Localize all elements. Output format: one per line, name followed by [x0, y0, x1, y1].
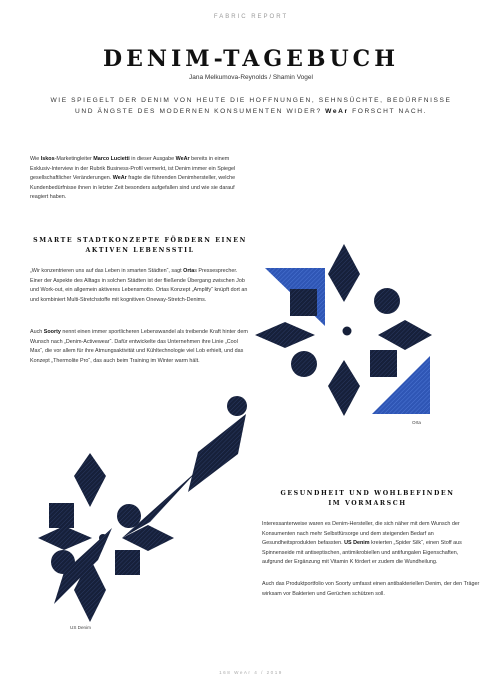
- body-text: Auch das Produktportfolio von Soorty umfasst einen antibakteriellen Denim, der den Träger wirksam vor Bakterien und Gerüchen schützen soll.: [262, 581, 480, 597]
- swatch-long-diamond-right: [122, 470, 198, 538]
- swatch-square: [115, 550, 140, 575]
- authors-byline: Jana Melkumova-Reynolds / Shamin Vogel: [189, 74, 313, 81]
- brand-wear: WeAr: [175, 156, 190, 162]
- swatch-square: [370, 350, 397, 377]
- page-footer: 168 WeAr 4 / 2019: [219, 670, 283, 675]
- heading-line: SMARTE STADTKONZEPTE FÖRDERN EINEN: [33, 237, 247, 244]
- swatch-circle: [291, 351, 317, 377]
- image-caption-us-denim: US Denim: [70, 625, 91, 630]
- body-text: nennt einen immer sportlicheren Lebenswandel als treibende Kraft hinter dem Wunsch nach „Denim-Activewear“. Dafür entwickelte das Unternehmen ihre Linie „Cool Max“, die vor allem für ihre Atmungsaktivität und Kühltechnologie viel Lob erhielt, und das Konzept „Thermolite Pro“, das auch beim Training im Winter warm hält.: [30, 329, 248, 364]
- swatch-square: [290, 289, 317, 316]
- swatch-square: [49, 503, 74, 528]
- heading-line: AKTIVEN LEBENSSTIL: [85, 247, 195, 254]
- swatch-diamond-left: [38, 526, 92, 550]
- brand-iskos: Iskos: [40, 156, 55, 162]
- heading-line: IM VORMARSCH: [328, 500, 407, 507]
- brand-orta: Orta: [183, 268, 195, 274]
- deck-brand: WeAr: [325, 108, 349, 115]
- page-title: DENIM-TAGEBUCH: [103, 46, 399, 72]
- person-name: Marco Lucietti: [93, 156, 130, 162]
- intro-text: fragte die führenden Denimhersteller, welche Kundenbedürfnisse ihnen in letzter Zeit besonders aufgefallen sind und wie sie darauf reagiert haben.: [30, 175, 236, 200]
- deck-end: FORSCHT NACH.: [352, 108, 427, 115]
- image-caption-orta: Orta: [412, 420, 421, 425]
- swatch-dot: [343, 327, 352, 336]
- swatch-circle-center: [227, 396, 247, 416]
- intro-text: bereits in einem Exklusiv-Interview in der Rubrik Business-Profil vermerkt, ist Denim immer ein Spiegel gesellschaftlicher Veränderungen.: [30, 156, 236, 181]
- swatch-long-diamond: [188, 414, 246, 492]
- intro-text: Wie: [30, 156, 41, 162]
- swatch-circle: [374, 288, 400, 314]
- intro-text: -Marketingleiter: [54, 156, 94, 162]
- swatch-diamond-right: [378, 320, 432, 350]
- deck-main: WIE SPIEGELT DER DENIM VON HEUTE DIE HOFFNUNGEN, SEHNSÜCHTE, BEDÜRFNISSE UND ÄNGSTE DES MODERNEN KONSUMENTEN WIDER?: [50, 97, 452, 115]
- swatch-diamond-right: [122, 525, 174, 551]
- swatch-diamond-upper: [74, 453, 106, 507]
- swatch-diamond-lower: [328, 360, 360, 416]
- brand-wear: WeAr: [112, 175, 127, 181]
- heading-line: GESUNDHEIT UND WOHLBEFINDEN: [280, 490, 455, 497]
- body-text: Interessanterweise waren es Denim-Hersteller, die sich näher mit dem Wunsch der Konsumenten nach mehr Selbstfürsorge und dem steigenden Bedarf an Gesundheitsprodukten befassten.: [262, 521, 460, 547]
- swatch-diamond-left: [255, 322, 315, 348]
- brand-soorty: Soorty: [43, 329, 61, 335]
- brand-us-denim: US Denim: [344, 540, 370, 547]
- section-kicker: FABRIC REPORT: [213, 14, 289, 20]
- intro-text: in dieser Ausgabe: [129, 156, 176, 162]
- body-text: Auch: [30, 329, 44, 335]
- body-text: kreierten „Spider Silk“, einen Stoff aus Spinnenseide mit antiseptischen, antimikrobiellen und antifungalen Eigenschaften, aufgrund der Ergänzung mit Vitamin K fördert er zudem die Wundheilung.: [262, 540, 462, 566]
- body-text: „Wir konzentrieren uns auf das Leben in smarten Städten“, sagt: [30, 268, 184, 274]
- swatch-diamond-upper: [328, 244, 360, 302]
- body-text: s Pressesprecher. Einer der Aspekte des Alltags in solchen Städten ist der fließende Übergang zwischen Job und Work-out, ein allgemein aktiveres Lebensmotto. Ortas Konzept „Amplify“ knüpft dort an und kombiniert Multi-Stretchstoffe mit kognitiven Oneway-Stretch-Denims.: [30, 268, 248, 303]
